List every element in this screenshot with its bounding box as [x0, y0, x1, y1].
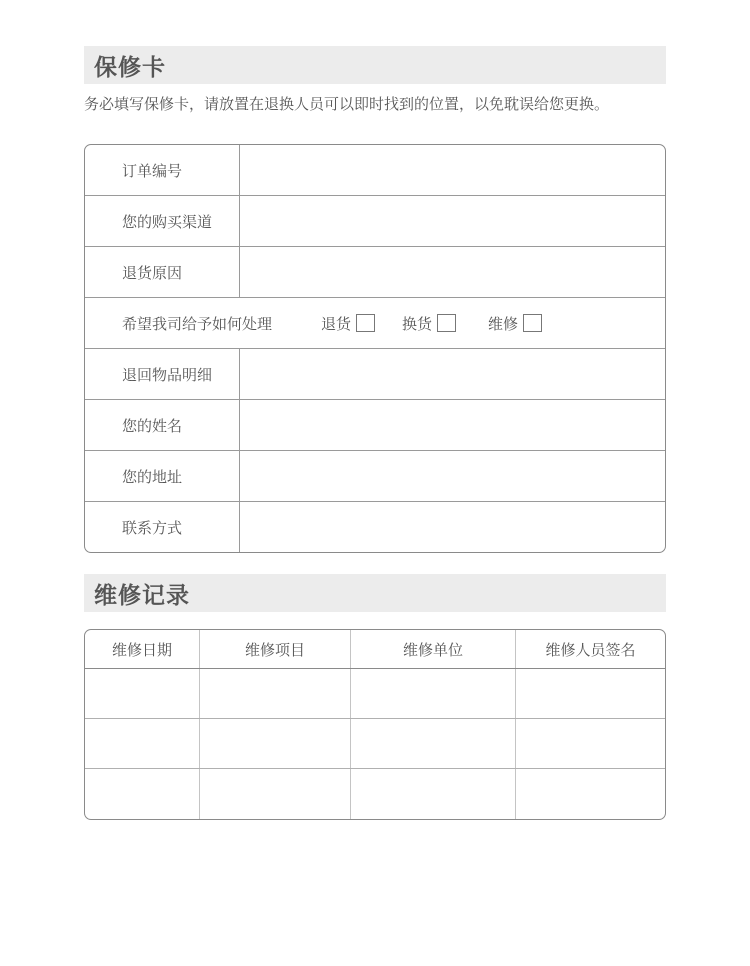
address-field[interactable]: [240, 451, 665, 501]
table-row: [85, 669, 665, 719]
technician-signature-cell[interactable]: [516, 669, 665, 718]
exchange-checkbox[interactable]: [437, 314, 456, 332]
repair-item-cell[interactable]: [200, 719, 351, 768]
repair-unit-cell[interactable]: [351, 769, 516, 819]
repair-date-cell[interactable]: [85, 769, 200, 819]
name-field[interactable]: [240, 400, 665, 450]
technician-signature-cell[interactable]: [516, 719, 665, 768]
address-label: 您的地址: [85, 451, 240, 501]
purchase-channel-field[interactable]: [240, 196, 665, 246]
repair-date-cell[interactable]: [85, 669, 200, 718]
repair-record-title-text: 维修记录: [94, 582, 190, 609]
handling-preference-label: 希望我司给予如何处理: [122, 314, 273, 333]
table-row: [85, 719, 665, 769]
return-reason-label: 退货原因: [85, 247, 240, 297]
order-number-label: 订单编号: [85, 145, 240, 195]
technician-signature-cell[interactable]: [516, 769, 665, 819]
repair-date-cell[interactable]: [85, 719, 200, 768]
warranty-card-title: [84, 46, 666, 84]
returned-items-field[interactable]: [240, 349, 665, 399]
warranty-form: [84, 144, 666, 553]
repair-record-table: [84, 629, 666, 820]
table-row: [85, 769, 665, 819]
option-repair[interactable]: [488, 298, 542, 348]
repair-item-cell[interactable]: [200, 669, 351, 718]
repair-unit-cell[interactable]: [351, 719, 516, 768]
order-number-field[interactable]: [240, 145, 665, 195]
form-row-order-number: [85, 145, 665, 196]
purchase-channel-label: 您的购买渠道: [85, 196, 240, 246]
form-row-name: [85, 400, 665, 451]
column-header-repair-item: 维修项目: [200, 630, 351, 668]
form-row-return-reason: [85, 247, 665, 298]
return-checkbox[interactable]: [356, 314, 375, 332]
form-row-contact: [85, 502, 665, 553]
returned-items-label: 退回物品明细: [85, 349, 240, 399]
option-return-label: 退货: [321, 314, 352, 333]
warranty-card-title-text: 保修卡: [94, 54, 166, 81]
repair-checkbox[interactable]: [523, 314, 542, 332]
repair-unit-cell[interactable]: [351, 669, 516, 718]
form-row-returned-items: [85, 349, 665, 400]
column-header-technician-signature: 维修人员签名: [545, 640, 636, 659]
contact-field[interactable]: [240, 502, 665, 553]
repair-table-header: [85, 630, 665, 669]
return-reason-field[interactable]: [240, 247, 665, 297]
option-return[interactable]: [321, 298, 375, 348]
form-row-purchase-channel: [85, 196, 665, 247]
contact-label: 联系方式: [85, 502, 240, 553]
name-label: 您的姓名: [85, 400, 240, 450]
option-exchange-label: 换货: [402, 314, 433, 333]
option-repair-label: 维修: [488, 314, 519, 333]
repair-record-title: [84, 574, 666, 612]
warranty-notice: 务必填写保修卡，请放置在退换人员可以即时找到的位置，以免耽误给您更换。: [84, 95, 610, 113]
repair-item-cell[interactable]: [200, 769, 351, 819]
column-header-repair-unit: 维修单位: [351, 630, 516, 668]
form-row-handling-preference: [85, 298, 665, 349]
option-exchange[interactable]: [402, 298, 456, 348]
form-row-address: [85, 451, 665, 502]
column-header-repair-date: 维修日期: [85, 630, 200, 668]
